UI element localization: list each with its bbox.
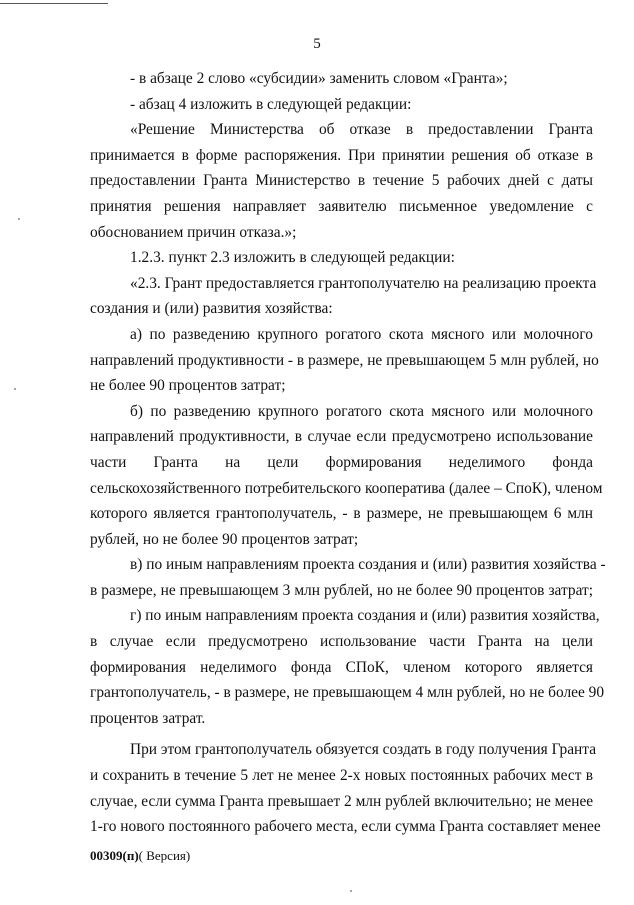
text-line: процентов затрат. <box>90 709 206 727</box>
page-number: 5 <box>313 36 321 52</box>
document-code: 00309(п) <box>90 848 139 863</box>
text-line: части Гранта на цели формирования неделимого фонда <box>90 453 593 471</box>
text-line: не более 90 процентов затрат; <box>90 377 286 395</box>
text-line: г) по иным направлениям проекта создания и (или) развития хозяйства, <box>130 607 600 625</box>
text-line: - в абзаце 2 слово «субсидии» заменить словом «Гранта»; <box>130 70 508 87</box>
text-line: - абзац 4 изложить в следующей редакции: <box>130 95 412 113</box>
text-line: предоставлении Гранта Министерство в течение 5 рабочих дней с даты <box>90 172 593 190</box>
text-line: формирования неделимого фонда СПоК, членом которого является <box>90 658 593 676</box>
scan-edge-line <box>0 3 108 4</box>
text-line: «Решение Министерства об отказе в предоставлении Гранта <box>130 121 593 139</box>
text-line: б) по разведению крупного рогатого скота мясного или молочного <box>130 402 593 420</box>
text-line: случае, если сумма Гранта превышает 2 млн рублей включительно; не менее <box>90 792 594 810</box>
text-line: 1-го нового постоянного рабочего места, если сумма Гранта составляет менее <box>90 818 601 836</box>
text-line: 1.2.3. пункт 2.3 изложить в следующей редакции: <box>130 249 455 267</box>
scan-speck <box>350 890 352 892</box>
document-footer <box>90 848 190 864</box>
text-line: При этом грантополучатель обязуется создать в году получения Гранта <box>130 741 597 759</box>
document-body <box>90 66 606 840</box>
document-version: ( Версия) <box>138 848 191 863</box>
scan-speck <box>18 218 20 220</box>
text-line: обоснованием причин отказа.»; <box>90 223 297 241</box>
scan-speck <box>14 388 16 390</box>
text-line: в случае если предусмотрено использование части Гранта на цели <box>90 633 593 651</box>
text-line: в размере, не превышающем 3 млн рублей, но не более 90 процентов затрат; <box>90 581 593 599</box>
text-line: и сохранить в течение 5 лет не менее 2-х новых постоянных рабочих мест в <box>90 767 593 785</box>
text-line: «2.3. Грант предоставляется грантополучателю на реализацию проекта <box>130 274 597 292</box>
text-line: создания и (или) развития хозяйства: <box>90 300 333 318</box>
text-line: а) по разведению крупного рогатого скота мясного или молочного <box>130 325 593 343</box>
text-line: направлений продуктивности, в случае если предусмотрено использование <box>90 428 593 446</box>
text-line: грантополучатель, - в размере, не превышающем 4 млн рублей, но не более 90 <box>90 684 605 702</box>
text-line: направлений продуктивности - в размере, не превышающем 5 млн рублей, но <box>90 351 599 369</box>
text-line: в) по иным направлениям проекта создания и (или) развития хозяйства - <box>130 556 606 574</box>
text-line: принятия решения направляет заявителю письменное уведомление с <box>90 197 593 215</box>
text-line: принимается в форме распоряжения. При принятии решения об отказе в <box>90 146 593 164</box>
text-line: которого является грантополучатель, - в размере, не превышающем 6 млн <box>90 505 593 523</box>
text-line: рублей, но не более 90 процентов затрат; <box>90 530 359 548</box>
text-line: сельскохозяйственного потребительского кооператива (далее – СпоК), членом <box>90 479 603 497</box>
